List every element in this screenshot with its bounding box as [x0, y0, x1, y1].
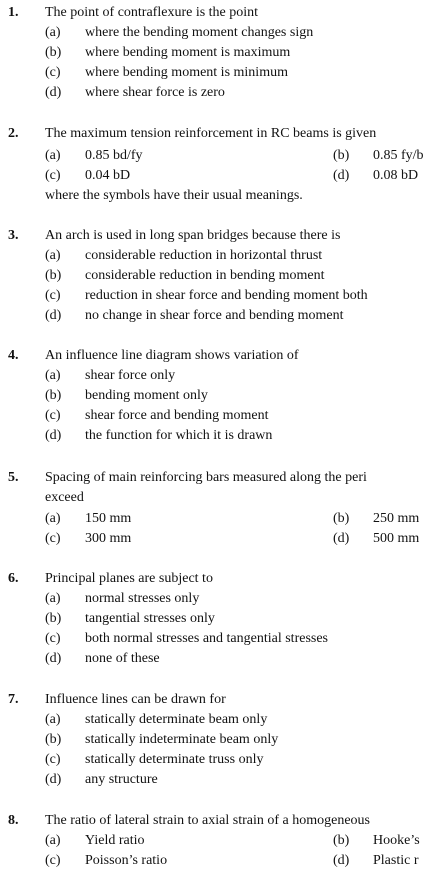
option-text: 0.04 bD [85, 168, 131, 183]
option-text: none of these [85, 651, 160, 666]
option-label: (a) [45, 712, 61, 727]
option-c[interactable] [45, 286, 368, 306]
option-d[interactable] [45, 770, 158, 790]
option-label: (b) [45, 388, 62, 403]
option-c[interactable] [45, 529, 131, 549]
option-text: any structure [85, 772, 158, 787]
option-text: 0.08 bD [373, 168, 419, 183]
option-label: (d) [45, 85, 62, 100]
option-label: (a) [45, 25, 61, 40]
option-a[interactable] [45, 146, 143, 166]
option-text: the function for which it is drawn [85, 428, 273, 443]
option-b[interactable] [45, 266, 325, 286]
option-text: where shear force is zero [85, 85, 225, 100]
option-a[interactable] [45, 509, 131, 529]
option-c[interactable] [45, 750, 263, 770]
question-number: 3. [8, 228, 19, 243]
option-label: (d) [45, 772, 62, 787]
option-c[interactable] [45, 851, 167, 871]
question-stem: The point of contraflexure is the point [45, 5, 259, 20]
option-label: (a) [45, 248, 61, 263]
option-label: (b) [45, 732, 62, 747]
option-label: (b) [333, 148, 350, 163]
option-d[interactable] [45, 306, 344, 326]
option-text: shear force only [85, 368, 176, 383]
option-a[interactable] [45, 710, 267, 730]
option-text: 300 mm [85, 531, 132, 546]
option-label: (c) [45, 65, 61, 80]
question-stem: Influence lines can be drawn for [45, 692, 226, 707]
option-d[interactable] [45, 426, 272, 446]
option-label: (a) [45, 368, 61, 383]
option-label: (b) [333, 511, 350, 526]
option-b[interactable] [333, 146, 424, 166]
question-stem: Spacing of main reinforcing bars measured along the peri [45, 470, 367, 485]
option-text: 500 mm [373, 531, 420, 546]
option-text: where bending moment is maximum [85, 45, 291, 60]
option-label: (c) [45, 408, 61, 423]
option-text: 0.85 fy/b [373, 148, 424, 163]
option-label: (d) [45, 428, 62, 443]
question-number: 5. [8, 470, 19, 485]
option-label: (c) [45, 752, 61, 767]
question-stem: An arch is used in long span bridges because there is [45, 228, 341, 243]
option-b[interactable] [45, 730, 278, 750]
option-text: 150 mm [85, 511, 132, 526]
option-d[interactable] [333, 166, 418, 186]
option-label: (d) [45, 651, 62, 666]
option-text: no change in shear force and bending moment [85, 308, 344, 323]
option-b[interactable] [45, 43, 290, 63]
option-label: (b) [45, 45, 62, 60]
option-b[interactable] [45, 386, 208, 406]
option-a[interactable] [45, 366, 175, 386]
option-text: Yield ratio [85, 833, 145, 848]
question-number: 6. [8, 571, 19, 586]
option-text: where bending moment is minimum [85, 65, 288, 80]
option-c[interactable] [45, 63, 288, 83]
question-number: 8. [8, 813, 19, 828]
option-a[interactable] [45, 23, 313, 43]
option-d[interactable] [333, 529, 419, 549]
question-stem: Principal planes are subject to [45, 571, 213, 586]
question-number: 1. [8, 5, 19, 20]
question-stem: The ratio of lateral strain to axial strain of a homogeneous [45, 813, 371, 828]
option-text: statically determinate beam only [85, 712, 268, 727]
question-number: 4. [8, 348, 19, 363]
option-b[interactable] [333, 509, 419, 529]
option-text: Poisson’s ratio [85, 853, 168, 868]
option-a[interactable] [45, 831, 145, 851]
option-label: (c) [45, 288, 61, 303]
question-number: 7. [8, 692, 19, 707]
option-text: tangential stresses only [85, 611, 215, 626]
option-text: 250 mm [373, 511, 420, 526]
option-label: (c) [45, 631, 61, 646]
option-label: (a) [45, 591, 61, 606]
option-text: bending moment only [85, 388, 208, 403]
question-note: where the symbols have their usual meanings. [45, 188, 303, 203]
option-label: (c) [45, 531, 61, 546]
option-text: 0.85 bd/fy [85, 148, 143, 163]
option-label: (b) [45, 611, 62, 626]
option-d[interactable] [45, 649, 160, 669]
option-label: (a) [45, 833, 61, 848]
question-stem: The maximum tension reinforcement in RC beams is given [45, 126, 377, 141]
option-label: (c) [45, 853, 61, 868]
option-text: statically indeterminate beam only [85, 732, 279, 747]
option-text: Plastic r [373, 853, 419, 868]
question-number: 2. [8, 126, 19, 141]
option-c[interactable] [45, 406, 269, 426]
option-text: considerable reduction in horizontal thrust [85, 248, 323, 263]
option-text: statically determinate truss only [85, 752, 264, 767]
option-label: (d) [333, 853, 350, 868]
option-label: (d) [333, 531, 350, 546]
option-label: (b) [45, 268, 62, 283]
option-b[interactable] [45, 609, 215, 629]
option-text: where the bending moment changes sign [85, 25, 314, 40]
option-text: considerable reduction in bending moment [85, 268, 325, 283]
option-text: reduction in shear force and bending moment both [85, 288, 368, 303]
question-stem: An influence line diagram shows variation of [45, 348, 299, 363]
option-c[interactable] [45, 629, 328, 649]
option-label: (c) [45, 168, 61, 183]
option-text: Hooke’s [373, 833, 420, 848]
option-label: (d) [45, 308, 62, 323]
option-text: normal stresses only [85, 591, 200, 606]
option-text: both normal stresses and tangential stresses [85, 631, 329, 646]
option-d[interactable] [45, 83, 225, 103]
option-text: shear force and bending moment [85, 408, 269, 423]
option-label: (a) [45, 148, 61, 163]
option-c[interactable] [45, 166, 130, 186]
option-a[interactable] [45, 246, 322, 266]
option-d[interactable] [333, 851, 419, 871]
option-b[interactable] [333, 831, 420, 851]
option-label: (d) [333, 168, 350, 183]
question-stem-continued: exceed [45, 490, 84, 505]
option-label: (a) [45, 511, 61, 526]
option-a[interactable] [45, 589, 199, 609]
option-label: (b) [333, 833, 350, 848]
